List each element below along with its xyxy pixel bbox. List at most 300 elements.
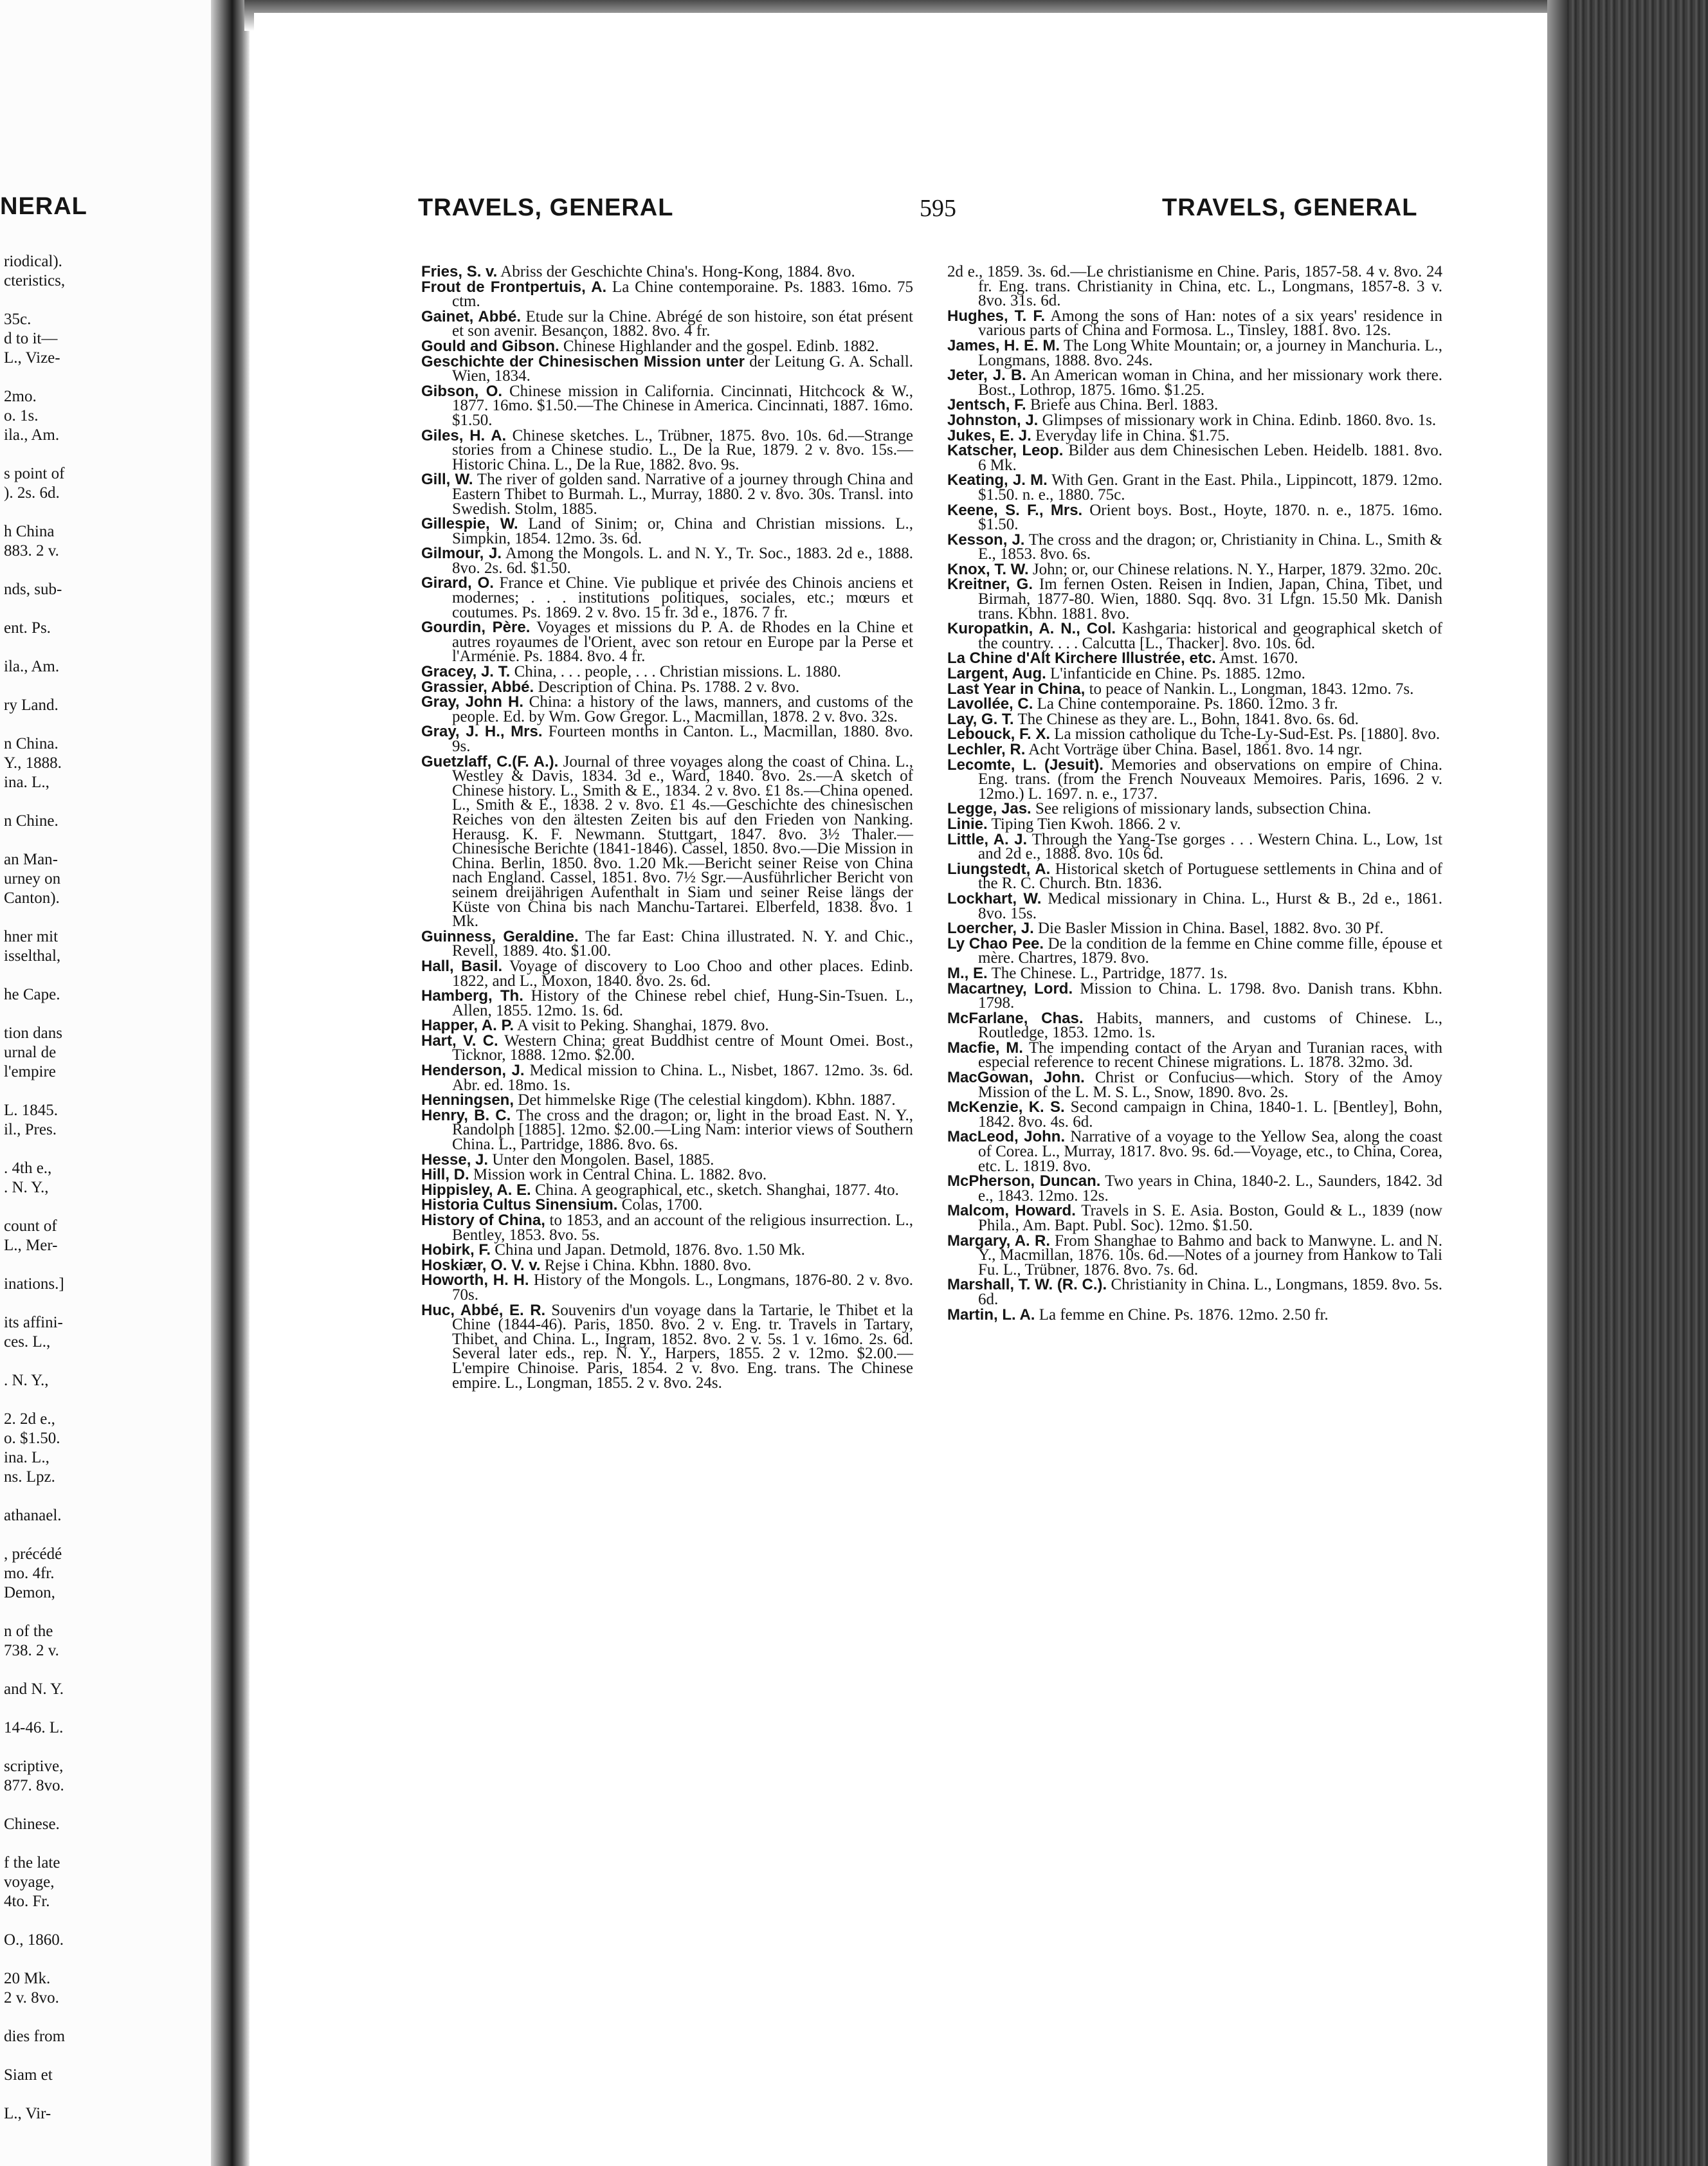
left-page-fragment-line: L., Vir-	[4, 2105, 51, 2122]
book-page-edges	[1547, 0, 1708, 2166]
left-page-fragment-line	[4, 561, 216, 580]
bibliography-entry	[421, 1243, 913, 1258]
entry-author: Hughes, T. F.	[947, 307, 1046, 325]
entry-text: Acht Vorträge über China. Basel, 1861. 8vo. 14 ngr.	[1028, 741, 1363, 758]
entry-author: Loercher, J.	[947, 920, 1034, 938]
entry-author: Jukes, E. J.	[947, 426, 1031, 444]
entry-author: Johnston, J.	[947, 411, 1039, 429]
entry-author: James, H. E. M.	[947, 336, 1060, 354]
left-page-fragment-line: s point of	[4, 465, 65, 482]
left-page-fragment-line	[4, 1699, 216, 1718]
bibliography-entry	[421, 1153, 913, 1168]
entry-text: Christ or Confucius—which. Story of the Amoy Mission of the L. M. S. L., Snow, 1890. 8vo. 2s.	[978, 1069, 1442, 1101]
entry-text: Orient boys. Bost., Hoyte, 1870. n. e., 1875. 16mo. $1.50.	[978, 501, 1442, 534]
bibliography-entry	[947, 727, 1442, 742]
entry-author: Gillespie, W.	[421, 515, 518, 533]
left-page-fragment-line: d to it—	[4, 330, 58, 347]
left-page-fragment-line: L., Vize-	[4, 349, 60, 367]
entry-text: Western China; great Buddhist centre of Mount Omei. Bost., Ticknor, 1888. 12mo. $2.00.	[452, 1032, 913, 1064]
entry-text: The Long White Mountain; or, a journey in Manchuria. L., Longmans, 1888. 8vo. 24s.	[978, 336, 1442, 369]
bibliography-entry	[947, 1308, 1442, 1323]
left-page-fragment-line: urnal de	[4, 1044, 57, 1061]
entry-author: McFarlane, Chas.	[947, 1009, 1084, 1027]
left-page-fragment-line	[4, 1796, 216, 1815]
entry-author: Lay, G. T.	[947, 710, 1014, 728]
entry-text: An American woman in China, and her missionary work there. Bost., Lothrop, 1875. 16mo. $1.25.	[978, 367, 1442, 399]
entry-author: Hoskiær, O. V. v.	[421, 1256, 541, 1274]
bibliography-entry	[947, 622, 1442, 651]
entry-author: Hart, V. C.	[421, 1032, 498, 1050]
entry-text: Through the Yang-Tse gorges . . . Western China. L., Low, 1st and 2d e., 1888. 8vo. 10s 6d.	[978, 830, 1442, 863]
left-page-running-header: NERAL	[0, 193, 87, 220]
left-page-fragment-line: isselthal,	[4, 947, 61, 965]
bibliography-entry	[421, 280, 913, 309]
left-page-fragment-line: 2. 2d e.,	[4, 1410, 55, 1428]
entry-author: Giles, H. A.	[421, 426, 507, 444]
entry-author: Macfie, M.	[947, 1039, 1023, 1057]
bibliography-entry	[947, 743, 1442, 758]
left-page-fragment-line: 35c.	[4, 311, 32, 328]
entry-text: From Shanghae to Bahmo and back to Manwyne. L. and N. Y., Macmillan, 1876. 10s. 6d.—Notes of a journey from Hankow to Tali Fu. L., Trübner, 1876. 8vo. 7s. 6d.	[978, 1232, 1443, 1279]
entry-text: Christianity in China. L., Longmans, 1859. 8vo. 5s. 6d.	[978, 1276, 1443, 1308]
entry-author: Kreitner, G.	[947, 576, 1033, 594]
bibliography-entry	[947, 309, 1442, 338]
entry-text: The far East: China illustrated. N. Y. and Chic., Revell, 1889. 4to. $1.00.	[452, 927, 913, 960]
entry-text: France et Chine. Vie publique et privée des Chinois anciens et modernes; . . . institutions politiques, sociales, etc.; mœurs et coutumes. Ps. 1869. 2 v. 8vo. 15 fr. 3d e., 1876. 7 fr.	[452, 574, 913, 621]
bibliography-entry	[421, 1019, 913, 1033]
left-page-fragment-line: nds, sub-	[4, 581, 62, 598]
entry-text: The Chinese as they are. L., Bohn, 1841. 8vo. 6s. 6d.	[1017, 710, 1359, 728]
left-page-fragment-line	[4, 503, 216, 522]
left-page-fragment-line	[4, 1082, 216, 1101]
entry-author: Henry, B. C.	[421, 1106, 511, 1124]
entry-text: The cross and the dragon; or, Christianity in China. L., Smith & E., 1853. 8vo. 6s.	[978, 531, 1442, 563]
bibliography-entry	[947, 758, 1442, 802]
entry-text: History of the Mongols. L., Longmans, 1876-80. 2 v. 8vo. 70s.	[452, 1271, 913, 1304]
bibliography-entry	[947, 1041, 1442, 1070]
bibliography-entry	[947, 1100, 1442, 1129]
left-page-fragment-line: ry Land.	[4, 696, 59, 714]
entry-author: Gray, John H.	[421, 693, 524, 711]
left-page-fragment-line	[4, 1487, 216, 1506]
bibliography-entry	[421, 1064, 913, 1093]
left-page-fragment-line: ent. Ps.	[4, 619, 51, 637]
left-page-fragment-line	[4, 1603, 216, 1622]
entry-text: Amst. 1670.	[1219, 650, 1298, 668]
entry-author: Liungstedt, A.	[947, 860, 1051, 878]
bibliography-entry	[421, 473, 913, 516]
bibliography-entry	[421, 382, 913, 429]
entry-author: Martin, L. A.	[947, 1306, 1035, 1324]
left-page-fragment-line: an Man-	[4, 851, 58, 868]
left-page-fragment-line: and N. Y.	[4, 1680, 64, 1698]
left-page-fragment-line: athanael.	[4, 1507, 62, 1524]
bibliography-entry	[947, 979, 1443, 1012]
bibliography-entry	[421, 1273, 913, 1302]
bibliography-column-left	[421, 265, 913, 1391]
entry-author: M., E.	[947, 964, 988, 982]
left-page-fragment-line	[4, 1525, 216, 1545]
entry-text: Two years in China, 1840-2. L., Saunders, 1842. 3d e., 1843. 12mo. 12s.	[978, 1172, 1442, 1205]
entry-author: Linie.	[947, 815, 988, 833]
entry-text: China und Japan. Detmold, 1876. 8vo. 1.50 Mk.	[495, 1241, 805, 1259]
left-page-fragment-line	[4, 291, 216, 310]
entry-author: Legge, Jas.	[947, 800, 1031, 818]
entry-text: der Leitung G. A. Schall. Wien, 1834.	[452, 352, 914, 385]
entry-text: The river of golden sand. Narrative of a journey through China and Eastern Thibet to Burmah. L., Murray, 1880. 2 v. 8vo. 30s. Transl. into Swedish. Stolm, 1885.	[452, 471, 913, 518]
entry-author: Gilmour, J.	[421, 545, 502, 563]
left-page-text-fragments	[4, 252, 216, 2124]
entry-author: Frout de Frontpertuis, A.	[421, 278, 607, 296]
bibliography-entry	[947, 444, 1442, 473]
entry-author: MacLeod, John.	[947, 1128, 1066, 1146]
bibliography-entry	[421, 352, 914, 385]
entry-author: Lavollée, C.	[947, 695, 1033, 713]
left-page-fragment-line: voyage,	[4, 1873, 55, 1891]
bibliography-entry	[421, 1183, 913, 1198]
running-header-left: TRAVELS, GENERAL	[418, 194, 674, 221]
entry-text: Souvenirs d'un voyage dans la Tartarie, le Thibet et la Chine (1844-46). Paris, 1850. 8vo. 2 v. Eng. tr. Travels in Tartary, Thibet, and China. L., Ingram, 1852. 8vo. 2 v. 5s. 1 v. 16mo. 2s. 6d. Several later eds., rep. N. Y., Harpers, 1855. 2 v. 12mo. $2.00.—L'empire Chinoise. Paris, 1854. 2 v. 8vo. Eng. trans. The Chinese empire. L., Longman, 1855. 2 v. 8vo. 24s.	[452, 1301, 914, 1392]
left-page-fragment-line	[4, 1950, 216, 1969]
entry-text: Fourteen months in Canton. L., Macmillan, 1880. 8vo. 9s.	[452, 723, 913, 755]
entry-text: 2d e., 1859. 3s. 6d.—Le christianisme en Chine. Paris, 1857-58. 4 v. 8vo. 24 fr. Eng. trans. Christianity in China, etc. L., Longmans, 1857-8. 3 v. 8vo. 31s. 6d.	[947, 263, 1442, 310]
entry-text: Voyage of discovery to Loo Choo and other places. Edinb. 1822, and L., Moxon, 1840. 8vo. 2s. 6d.	[452, 957, 913, 990]
left-page-fragment-line: 738. 2 v.	[4, 1642, 59, 1659]
left-page-fragment-line: f the late	[4, 1854, 60, 1871]
left-page-fragment-line: . 4th e.,	[4, 1160, 52, 1177]
bibliography-entry	[947, 922, 1442, 936]
entry-author: Keating, J. M.	[947, 471, 1048, 489]
running-header-right: TRAVELS, GENERAL	[1162, 194, 1418, 221]
entry-text: Rejse i China. Kbhn. 1880. 8vo.	[544, 1256, 752, 1274]
entry-text: to peace of Nankin. L., Longman, 1843. 12mo. 7s.	[1089, 680, 1414, 698]
left-page-fragment-line	[4, 1255, 216, 1275]
bibliography-entry	[947, 533, 1442, 562]
left-page-fragment-line	[4, 599, 216, 619]
left-page-fragment-line	[4, 715, 216, 734]
entry-author: Guinness, Geraldine.	[421, 927, 579, 945]
entry-author: Ly Chao Pee.	[947, 934, 1044, 952]
left-page-fragment-line: Y., 1888.	[4, 754, 62, 772]
left-page-fragment-line	[4, 2085, 216, 2104]
bibliography-entry	[421, 989, 913, 1018]
entry-text: Kashgaria: historical and geographical sketch of the country. . . . Calcutta [L., Thacker]. 8vo. 10s. 6d.	[978, 620, 1442, 652]
left-page-fragment-line: scriptive,	[4, 1758, 64, 1775]
bibliography-entry	[947, 697, 1442, 712]
entry-text: John; or, our Chinese relations. N. Y., Harper, 1879. 32mo. 20c.	[1032, 560, 1442, 578]
left-page-fragment-line: n Chine.	[4, 812, 59, 830]
entry-author: Lechler, R.	[947, 741, 1026, 758]
left-page-fragment-line: o. 1s.	[4, 407, 39, 424]
left-page-fragment-line	[4, 792, 216, 812]
entry-author: History of China,	[421, 1212, 545, 1229]
entry-author: Geschichte der Chinesischen Mission unter	[421, 352, 745, 370]
entry-text: De la condition de la femme en Chine comme fille, épouse et mère. Chartres, 1879. 8vo.	[978, 934, 1443, 967]
left-page-fragment-line: L., Mer-	[4, 1237, 58, 1254]
left-page-fragment-line: 14-46. L.	[4, 1719, 64, 1736]
entry-text: Chinese Highlander and the gospel. Edinb. 1882.	[563, 337, 879, 355]
entry-text: China: a history of the laws, manners, and customs of the people. Ed. by Wm. Gow Gregor. L., Macmillan, 1878. 2 v. 8vo. 32s.	[452, 693, 914, 725]
entry-text: La femme en Chine. Ps. 1876. 12mo. 2.50 fr.	[1039, 1306, 1329, 1324]
entry-text: China, . . . people, . . . Christian missions. L. 1880.	[514, 663, 841, 681]
entry-text: Abriss der Geschichte China's. Hong-Kong, 1884. 8vo.	[500, 263, 855, 280]
entry-author: Hamberg, Th.	[421, 987, 523, 1005]
left-page-fragment-line: ina. L.,	[4, 774, 50, 791]
entry-author: Historia Cultus Sinensium.	[421, 1196, 618, 1214]
bibliography-entry	[947, 802, 1442, 817]
entry-text: La Chine contemporaine. Ps. 1883. 16mo. 75 ctm.	[452, 278, 913, 311]
bibliography-entry	[947, 889, 1443, 922]
entry-author: Hill, D.	[421, 1166, 469, 1184]
left-page-fragment-line: O., 1860.	[4, 1931, 64, 1949]
entry-text: Mission work in Central China. L. 1882. 8vo.	[473, 1166, 767, 1184]
bibliography-entry	[947, 265, 1442, 309]
left-page-fragment-line	[4, 1911, 216, 1931]
left-page-fragment-line: ina. L.,	[4, 1449, 50, 1466]
entry-text: The impending contact of the Aryan and Turanian races, with especial reference to recent Chinese migrations. L. 1878. 32mo. 3d.	[978, 1039, 1442, 1071]
entry-text: Everyday life in China. $1.75.	[1035, 426, 1230, 444]
entry-author: McKenzie, K. S.	[947, 1098, 1065, 1116]
bibliography-entry	[947, 426, 1442, 444]
bibliography-entry	[421, 1214, 913, 1242]
entry-text: Unter den Mongolen. Basel, 1885.	[492, 1151, 714, 1169]
left-page-fragment-line	[4, 1005, 216, 1024]
entry-text: Among the sons of Han: notes of a six years' residence in various parts of China and Formosa. L., Tinsley, 1881. 8vo. 12s.	[978, 307, 1442, 340]
entry-text: Im fernen Osten. Reisen in Indien, Japan, China, Tibet, und Birmah, 1877-80. Wien, 1880. Sqq. 8vo. 31 Lfgn. 15.50 Mk. Danish trans. Kbhn. 1881. 8vo.	[978, 576, 1442, 623]
bibliography-entry	[421, 1198, 913, 1213]
entry-text: See religions of missionary lands, subsection China.	[1035, 800, 1372, 818]
left-page-fragment-line: ces. L.,	[4, 1333, 51, 1351]
left-page-fragment-line	[4, 966, 216, 985]
entry-text: China. A geographical, etc., sketch. Shanghai, 1877. 4to.	[534, 1181, 899, 1199]
entry-author: Grassier, Abbé.	[421, 678, 534, 696]
entry-author: Jentsch, F.	[947, 396, 1026, 414]
entry-author: Henningsen,	[421, 1091, 514, 1109]
entry-author: Kesson, J.	[947, 531, 1025, 549]
bibliography-entry	[947, 1130, 1442, 1174]
left-page-fragment-line	[4, 1294, 216, 1313]
bibliography-entry	[947, 578, 1442, 621]
left-page-fragment-line	[4, 445, 216, 464]
entry-author: Gainet, Abbé.	[421, 307, 522, 325]
entry-author: Guetzlaff, C.(F. A.).	[421, 752, 559, 770]
left-page-fragment-line: L. 1845.	[4, 1102, 59, 1119]
page-number: 595	[920, 195, 956, 222]
bibliography-entry	[421, 1106, 914, 1154]
bibliography-entry	[947, 667, 1442, 682]
entry-author: Knox, T. W.	[947, 560, 1029, 578]
entry-text: Etude sur la Chine. Abrégé de son histoire, son état présent et son avenir. Besançon, 1882. 8vo. 4 fr.	[452, 307, 913, 340]
entry-author: Hobirk, F.	[421, 1241, 491, 1259]
left-page-fragment-line: 877. 8vo.	[4, 1777, 64, 1794]
entry-author: MacGowan, John.	[947, 1069, 1085, 1087]
left-page-fragment-line: ila., Am.	[4, 426, 60, 444]
entry-text: Det himmelske Rige (The celestial kingdom). Kbhn. 1887.	[518, 1091, 896, 1109]
bibliography-entry	[947, 560, 1442, 578]
entry-text: Colas, 1700.	[621, 1196, 703, 1214]
left-page-fragment-line	[4, 368, 216, 387]
left-page-fragment-line	[4, 2046, 216, 2066]
left-page-fragment-line	[4, 1197, 216, 1217]
bibliography-entry	[947, 398, 1442, 413]
left-page-fragment-line: ns. Lpz.	[4, 1468, 55, 1486]
left-page-fragment-line	[4, 1390, 216, 1410]
left-page-fragment-line	[4, 908, 216, 927]
entry-author: Fries, S. v.	[421, 263, 498, 280]
entry-author: Malcom, Howard.	[947, 1202, 1076, 1220]
left-page-fragment-line: ila., Am.	[4, 658, 60, 675]
entry-author: Marshall, T. W. (R. C.).	[947, 1276, 1107, 1294]
left-page-fragment-line: inations.]	[4, 1275, 64, 1293]
left-page-fragment-line	[4, 831, 216, 850]
left-page-fragment-line: 2mo.	[4, 388, 37, 405]
left-page-fragment-line	[4, 1834, 216, 1853]
entry-author: Margary, A. R.	[947, 1232, 1051, 1250]
bibliography-entry	[421, 547, 913, 576]
left-page-fragment-line	[4, 1140, 216, 1159]
entry-author: Hesse, J.	[421, 1151, 489, 1169]
entry-author: Last Year in China,	[947, 680, 1086, 698]
entry-author: Katscher, Leop.	[947, 442, 1064, 460]
bibliography-entry	[421, 307, 913, 340]
entry-author: Girard, O.	[421, 574, 494, 592]
bibliography-entry	[421, 517, 913, 546]
bibliography-entry	[421, 1256, 913, 1274]
left-page-fragment-line: dies from	[4, 2028, 66, 2045]
entry-text: Chinese sketches. L., Trübner, 1875. 8vo. 10s. 6d.—Strange stories from a Chinese studio. L., De la Rue, 1879. 2 v. 8vo. 15s.—Historic China. L., De la Rue, 1882. 8vo. 9s.	[452, 426, 914, 473]
bibliography-entry	[947, 1234, 1442, 1278]
bibliography-entry	[947, 336, 1442, 369]
bibliography-entry	[947, 473, 1442, 502]
entry-author: La Chine d'Alt Kirchere Illustrée, etc.	[947, 650, 1216, 668]
entry-text: Second campaign in China, 1840-1. L. [Bentley], Bohn, 1842. 8vo. 4s. 6d.	[978, 1098, 1443, 1131]
left-page-fragment-line: Siam et	[4, 2066, 53, 2084]
entry-text: Medical missionary in China. L., Hurst & B., 2d e., 1861. 8vo. 15s.	[978, 889, 1443, 922]
entry-text: Bilder aus dem Chinesischen Leben. Heidelb. 1881. 8vo. 6 Mk.	[978, 442, 1442, 474]
bibliography-entry	[421, 927, 913, 960]
bibliography-entry	[421, 576, 913, 620]
entry-text: Chinese mission in California. Cincinnati, Hitchcock & W., 1877. 16mo. $1.50.—The Chinese in America. Cincinnati, 1887. 16mo. $1.50.	[452, 382, 913, 429]
entry-text: Description of China. Ps. 1788. 2 v. 8vo.	[538, 678, 800, 696]
left-page-fragment-line: urney on	[4, 870, 61, 887]
entry-author: Macartney, Lord.	[947, 979, 1073, 997]
bibliography-entry	[421, 725, 913, 754]
book-gutter	[211, 0, 250, 2166]
left-page-fragment-line: . N. Y.,	[4, 1372, 49, 1389]
bibliography-entry	[947, 817, 1442, 832]
entry-text: to 1853, and an account of the religious insurrection. L., Bentley, 1853. 8vo. 5s.	[452, 1212, 913, 1244]
entry-author: Lebouck, F. X.	[947, 725, 1051, 743]
bibliography-entry	[421, 665, 913, 680]
left-page-fragment-line: n of the	[4, 1623, 53, 1640]
entry-text: Memories and observations on empire of China. Eng. trans. (from the French Nouveaux Memoires. Paris, 1696. 2 v. 12mo.) L. 1697. n. e., 1737.	[978, 756, 1442, 803]
bibliography-column-right	[947, 265, 1442, 1323]
entry-text: L'infanticide en Chine. Ps. 1885. 12mo.	[1050, 665, 1305, 683]
right-page	[254, 13, 1550, 2166]
entry-text: La mission catholique du Tche-Ly-Sud-Est. Ps. [1880]. 8vo.	[1054, 725, 1440, 743]
entry-text: Medical mission to China. L., Nisbet, 1867. 12mo. 3s. 6d. Abr. ed. 18mo. 1s.	[452, 1062, 913, 1094]
left-page-fragment-line: ). 2s. 6d.	[4, 484, 60, 502]
bibliography-entry	[421, 1168, 913, 1183]
entry-author: Henderson, J.	[421, 1062, 525, 1080]
entry-text: History of the Chinese rebel chief, Hung-Sin-Tsuen. L., Allen, 1855. 12mo. 1s. 6d.	[452, 987, 913, 1019]
bibliography-entry	[947, 501, 1442, 534]
entry-text: La Chine contemporaine. Ps. 1860. 12mo. 3 fr.	[1037, 695, 1338, 713]
left-page-fragment-line	[4, 1352, 216, 1371]
entry-author: Hippisley, A. E.	[421, 1181, 531, 1199]
left-page-fragment-line: riodical).	[4, 253, 62, 270]
left-page-fragment-line: o. $1.50.	[4, 1430, 60, 1447]
bibliography-entry	[947, 710, 1442, 728]
entry-text: Land of Sinim; or, China and Christian missions. L., Simpkin, 1854. 12mo. 3s. 6d.	[452, 515, 913, 547]
entry-text: Travels in S. E. Asia. Boston, Gould & L., 1839 (now Phila., Am. Bapt. Publ. Soc). 12mo. $1.50.	[978, 1202, 1442, 1234]
entry-author: Little, A. J.	[947, 830, 1028, 848]
bibliography-entry	[421, 752, 913, 931]
left-page-fragment-line: count of	[4, 1217, 57, 1235]
entry-author: Gourdin, Père.	[421, 619, 531, 637]
left-page-fragment-line: , précédé	[4, 1545, 62, 1563]
entry-author: Gill, W.	[421, 471, 473, 489]
entry-text: Among the Mongols. L. and N. Y., Tr. Soc., 1883. 2d e., 1888. 8vo. 2s. 6d. $1.50.	[452, 545, 913, 577]
left-page-fragment-line: hner mit	[4, 928, 59, 945]
entry-author: Hall, Basil.	[421, 957, 503, 975]
entry-text: The Chinese. L., Partridge, 1877. 1s.	[991, 964, 1228, 982]
bibliography-entry	[421, 957, 913, 990]
bibliography-entry	[947, 830, 1442, 863]
entry-author: Howorth, H. H.	[421, 1271, 529, 1289]
bibliography-entry	[947, 1174, 1442, 1203]
bibliography-entry	[947, 1009, 1443, 1042]
bibliography-entry	[947, 862, 1442, 891]
bibliography-entry	[421, 265, 913, 280]
bibliography-entry	[947, 964, 1442, 982]
bibliography-entry	[421, 621, 913, 664]
left-page-fragment-line: its affini-	[4, 1314, 63, 1331]
entry-author: Gibson, O.	[421, 382, 503, 400]
left-page-fragment-line: cteristics,	[4, 272, 66, 289]
entry-author: Kuropatkin, A. N., Col.	[947, 620, 1116, 638]
entry-text: Journal of three voyages along the coast of China. L., Westley & Davis, 1834. 3d e., Ward, 1840. 8vo. 2s.—A sketch of Chinese history. L., Smith & E., 1834. 2 v. 8vo. £1 8s.—China opened. L., Smith & E., 1838. 2 v. 8vo. £1 4s.—Geschichte des chinesischen Reiches von den ältesten Zeiten bis auf den Frieden von Nanking. Herausg. K. F. Newmann. Stuttgart, 1847. 8vo. 3½ Thaler.—Chinesische Berichte (1841-1846). Cassel, 1850. 8vo.—Die Mission in China. Berlin, 1850. 8vo. 1.20 Mk.—Bericht seiner Reise von China nach England. Cassel, 1851. 8vo. 7½ Sgr.—Ausführlicher Bericht von seinem dreijährigen Aufenthalt in Siam und seiner Reise längs der Küste von China bis nach Manchu-Tartarei. Elberfeld, 1838. 8vo. 1 Mk.	[452, 752, 913, 931]
left-page-fragment-line: tion dans	[4, 1024, 62, 1042]
bibliography-entry	[421, 426, 914, 473]
left-page-fragment-line: l'empire	[4, 1063, 56, 1080]
bibliography-entry	[421, 680, 913, 695]
left-page-fragment-line: il., Pres.	[4, 1121, 57, 1138]
entry-author: Largent, Aug.	[947, 665, 1046, 683]
entry-author: Gould and Gibson.	[421, 337, 559, 355]
left-page-fragment-line: n China.	[4, 735, 59, 752]
entry-text: Narrative of a voyage to the Yellow Sea, along the coast of Corea. L., Murray, 1817. 8vo. 9s. 6d.—Voyage, etc., to China, Corea, etc. L. 1819. 8vo.	[978, 1128, 1443, 1175]
left-page-fragment-line	[4, 2008, 216, 2027]
bibliography-entry	[947, 682, 1442, 697]
bibliography-entry	[947, 411, 1442, 429]
left-page-fragment-line: he Cape.	[4, 986, 60, 1003]
bibliography-entry	[947, 1204, 1442, 1233]
left-page-fragment-line: Demon,	[4, 1584, 55, 1601]
entry-text: With Gen. Grant in the East. Phila., Lippincott, 1879. 12mo. $1.50. n. e., 1880. 75c.	[978, 471, 1443, 504]
bibliography-entry	[421, 1301, 914, 1392]
bibliography-entry	[421, 1034, 913, 1063]
entry-author: McPherson, Duncan.	[947, 1172, 1101, 1190]
entry-author: Jeter, J. B.	[947, 367, 1026, 385]
entry-text: Die Basler Mission in China. Basel, 1882. 8vo. 30 Pf.	[1037, 920, 1384, 938]
left-page-fragment-line	[4, 677, 216, 696]
entry-text: Glimpses of missionary work in China. Edinb. 1860. 8vo. 1s.	[1042, 411, 1437, 429]
left-page-fragment-line: mo. 4fr.	[4, 1565, 55, 1582]
bibliography-entry	[947, 651, 1442, 666]
entry-text: Tiping Tien Kwoh. 1866. 2 v.	[991, 815, 1181, 833]
bibliography-entry	[947, 369, 1442, 397]
